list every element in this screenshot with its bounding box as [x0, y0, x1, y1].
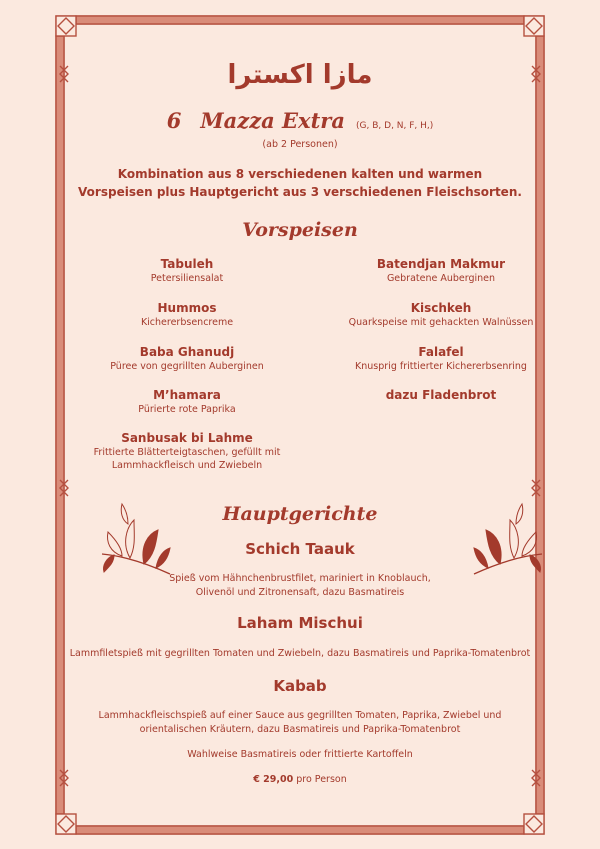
- main-dish-desc: Lammhackfleischspieß auf einer Sauce aus gegrillten Tomaten, Paprika, Zwiebel und orientalischen Kräutern, dazu Basmatireis und Paprika-Tomatenbrot: [98, 710, 502, 735]
- main-dish-desc: Lammfiletspieß mit gegrillten Tomaten und Zwiebeln, dazu Basmatireis und Paprika-Tomatenbrot: [69, 648, 531, 659]
- main-dish-desc: Spieß vom Hähnchenbrustfilet, mariniert in Knoblauch, Olivenöl und Zitronensaft, dazu Basmatireis: [169, 573, 431, 598]
- section-heading-hauptgerichte: Hauptgerichte: [222, 503, 378, 525]
- side-dish-note: Wahlweise Basmatireis oder frittierte Kartoffeln: [187, 749, 413, 760]
- menu-number: 6: [166, 108, 182, 133]
- main-dish-name: Schich Taauk: [245, 540, 355, 558]
- main-dish-name: Laham Mischui: [237, 614, 363, 632]
- menu-title: Mazza Extra: [200, 108, 345, 133]
- dish-item: Baba Ghanudj Püree von gegrillten Auberginen: [110, 345, 264, 372]
- leaf-ornament-right-icon: [472, 502, 544, 576]
- intro-text: Kombination aus 8 verschiedenen kalten und warmen Vorspeisen plus Hauptgericht aus 3 verschiedenen Fleischsorten.: [78, 167, 522, 199]
- leaf-ornament-left-icon: [100, 502, 172, 576]
- dish-item: Sanbusak bi Lahme Frittierte Blätterteigtaschen, gefüllt mit Lammhackfleisch und Zwiebeln: [93, 431, 281, 471]
- price-unit: pro Person: [296, 774, 347, 785]
- persons-note: (ab 2 Personen): [262, 139, 338, 150]
- allergen-codes: (G, B, D, N, F, H,): [356, 121, 434, 131]
- main-dish-name: Kabab: [273, 677, 327, 695]
- dish-item: Falafel Knusprig frittierter Kichererbsenring: [355, 345, 527, 372]
- price: [0, 774, 600, 785]
- dish-item: M’hamara Pürierte rote Paprika: [138, 388, 236, 415]
- section-heading-vorspeisen: Vorspeisen: [242, 219, 358, 241]
- arabic-title: مازا اكسترا: [227, 60, 373, 90]
- dish-item: Kischkeh Quarkspeise mit gehackten Walnüssen: [348, 301, 534, 328]
- dish-item: Tabuleh Petersiliensalat: [150, 257, 224, 284]
- price-amount: € 29,00: [253, 774, 294, 785]
- dish-item: Batendjan Makmur Gebratene Auberginen: [376, 257, 506, 284]
- title-row: [0, 108, 600, 133]
- dish-item: dazu Fladenbrot: [385, 388, 497, 402]
- dish-item: Hummos Kichererbsencreme: [140, 301, 234, 328]
